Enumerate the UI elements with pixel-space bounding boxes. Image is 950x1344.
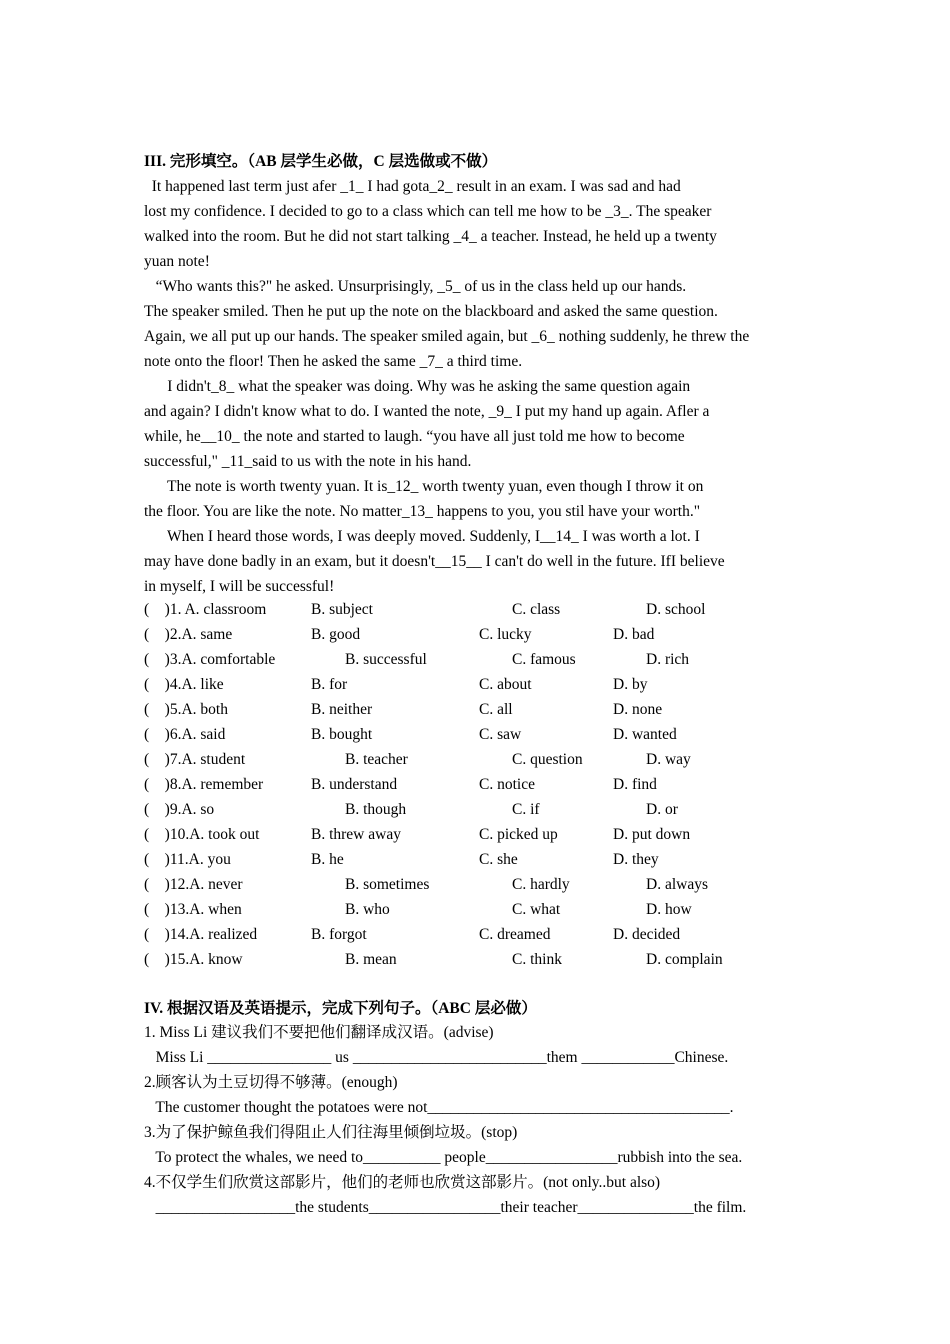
option-d: D. wanted	[613, 726, 677, 743]
option-c: C. if	[512, 801, 540, 818]
option-d: D. find	[613, 776, 657, 793]
passage-line: may have done badly in an exam, but it doesn't__15__ I can't do well in the future. IfI believe	[144, 553, 725, 570]
option-d: D. always	[646, 876, 708, 893]
question-stem[interactable]: ( )10.A. took out	[144, 826, 260, 843]
question-stem[interactable]: ( )14.A. realized	[144, 926, 258, 943]
option-c: C. about	[479, 676, 532, 693]
passage-line: while, he__10_ the note and started to laugh. “you have all just told me how to become	[144, 428, 685, 445]
option-b: B. sometimes	[345, 876, 430, 893]
passage-line: I didn't_8_ what the speaker was doing. Why was he asking the same question again	[144, 378, 691, 395]
option-d: D. complain	[646, 951, 723, 968]
option-d: D. put down	[613, 826, 691, 843]
option-b: B. mean	[345, 951, 397, 968]
passage-line: the floor. You are like the note. No matter_13_ happens to you, you stil have your worth."	[144, 503, 701, 520]
prompt-line: 4.不仅学生们欣赏这部影片，他们的老师也欣赏这部影片。(not only..but also)	[144, 1174, 661, 1191]
question-stem[interactable]: ( )7.A. student	[144, 751, 246, 768]
prompt-line: 1. Miss Li 建议我们不要把他们翻译成汉语。(advise)	[144, 1024, 494, 1041]
passage-line: and again? I didn't know what to do. I wanted the note, _9_ I put my hand up again. Afler a	[144, 403, 710, 420]
option-b: B. though	[345, 801, 407, 818]
option-b: B. forgot	[311, 926, 367, 943]
passage-line: in myself, I will be successful!	[144, 578, 335, 595]
passage-line: walked into the room. But he did not start talking _4_ a teacher. Instead, he held up a twenty	[144, 228, 717, 245]
passage-line: successful," _11_said to us with the note in his hand.	[144, 453, 472, 470]
option-b: B. subject	[311, 601, 373, 618]
option-c: C. saw	[479, 726, 522, 743]
section-4-title: IV. 根据汉语及英语提示，完成下列句子。（ABC 层必做）	[144, 1000, 537, 1017]
passage-line: The speaker smiled. Then he put up the note on the blackboard and asked the same question.	[144, 303, 718, 320]
option-b: B. neither	[311, 701, 373, 718]
question-stem[interactable]: ( )8.A. remember	[144, 776, 264, 793]
prompt-line: 3.为了保护鲸鱼我们得阻止人们往海里倾倒垃圾。(stop)	[144, 1124, 518, 1141]
question-stem[interactable]: ( )1. A. classroom	[144, 601, 267, 618]
option-d: D. rich	[646, 651, 690, 668]
option-c: C. she	[479, 851, 518, 868]
option-c: C. picked up	[479, 826, 558, 843]
option-c: C. question	[512, 751, 583, 768]
passage-line: lost my confidence. I decided to go to a class which can tell me how to be _3_. The speaker	[144, 203, 712, 220]
option-d: D. school	[646, 601, 706, 618]
option-c: C. notice	[479, 776, 535, 793]
section-3-title: III. 完形填空。（AB 层学生必做，C 层选做或不做）	[144, 153, 498, 170]
question-stem[interactable]: ( )6.A. said	[144, 726, 226, 743]
question-stem[interactable]: ( )9.A. so	[144, 801, 215, 818]
option-c: C. all	[479, 701, 513, 718]
answer-line[interactable]: The customer thought the potatoes were not_______________________________________.	[144, 1099, 734, 1116]
option-d: D. bad	[613, 626, 655, 643]
passage-line: The note is worth twenty yuan. It is_12_ worth twenty yuan, even though I throw it on	[144, 478, 704, 495]
option-b: B. understand	[311, 776, 398, 793]
question-stem[interactable]: ( )4.A. like	[144, 676, 224, 693]
option-c: C. class	[512, 601, 561, 618]
option-d: D. way	[646, 751, 691, 768]
option-c: C. hardly	[512, 876, 570, 893]
option-d: D. decided	[613, 926, 681, 943]
option-c: C. what	[512, 901, 561, 918]
option-c: C. think	[512, 951, 562, 968]
option-d: D. how	[646, 901, 692, 918]
option-c: C. famous	[512, 651, 576, 668]
question-stem[interactable]: ( )3.A. comfortable	[144, 651, 276, 668]
option-d: D. none	[613, 701, 663, 718]
option-b: B. bought	[311, 726, 373, 743]
option-b: B. he	[311, 851, 344, 868]
question-stem[interactable]: ( )15.A. know	[144, 951, 243, 968]
question-stem[interactable]: ( )12.A. never	[144, 876, 243, 893]
passage-line: yuan note!	[144, 253, 210, 270]
question-stem[interactable]: ( )11.A. you	[144, 851, 231, 868]
question-stem[interactable]: ( )13.A. when	[144, 901, 242, 918]
option-b: B. successful	[345, 651, 427, 668]
answer-line[interactable]: Miss Li ________________ us _________________________them ____________Chinese.	[144, 1049, 729, 1066]
question-stem[interactable]: ( )2.A. same	[144, 626, 233, 643]
passage-line: Again, we all put up our hands. The speaker smiled again, but _6_ nothing suddenly, he threw the	[144, 328, 750, 345]
option-b: B. for	[311, 676, 348, 693]
option-d: D. by	[613, 676, 648, 693]
option-b: B. who	[345, 901, 390, 918]
option-b: B. teacher	[345, 751, 408, 768]
option-d: D. or	[646, 801, 678, 818]
passage-line: note onto the floor! Then he asked the same _7_ a third time.	[144, 353, 523, 370]
option-b: B. threw away	[311, 826, 401, 843]
passage-line: When I heard those words, I was deeply moved. Suddenly, I__14_ I was worth a lot. I	[144, 528, 700, 545]
passage-line: It happened last term just afer _1_ I had gota_2_ result in an exam. I was sad and had	[144, 178, 681, 195]
answer-line[interactable]: To protect the whales, we need to__________ people_________________rubbish into the sea.	[144, 1149, 743, 1166]
answer-line[interactable]: __________________the students_________________their teacher_______________the film.	[144, 1199, 747, 1216]
prompt-line: 2.顾客认为土豆切得不够薄。(enough)	[144, 1074, 398, 1091]
option-d: D. they	[613, 851, 659, 868]
question-stem[interactable]: ( )5.A. both	[144, 701, 228, 718]
option-c: C. dreamed	[479, 926, 551, 943]
passage-line: “Who wants this?" he asked. Unsurprisingly, _5_ of us in the class held up our hands.	[144, 278, 687, 295]
option-c: C. lucky	[479, 626, 532, 643]
option-b: B. good	[311, 626, 361, 643]
